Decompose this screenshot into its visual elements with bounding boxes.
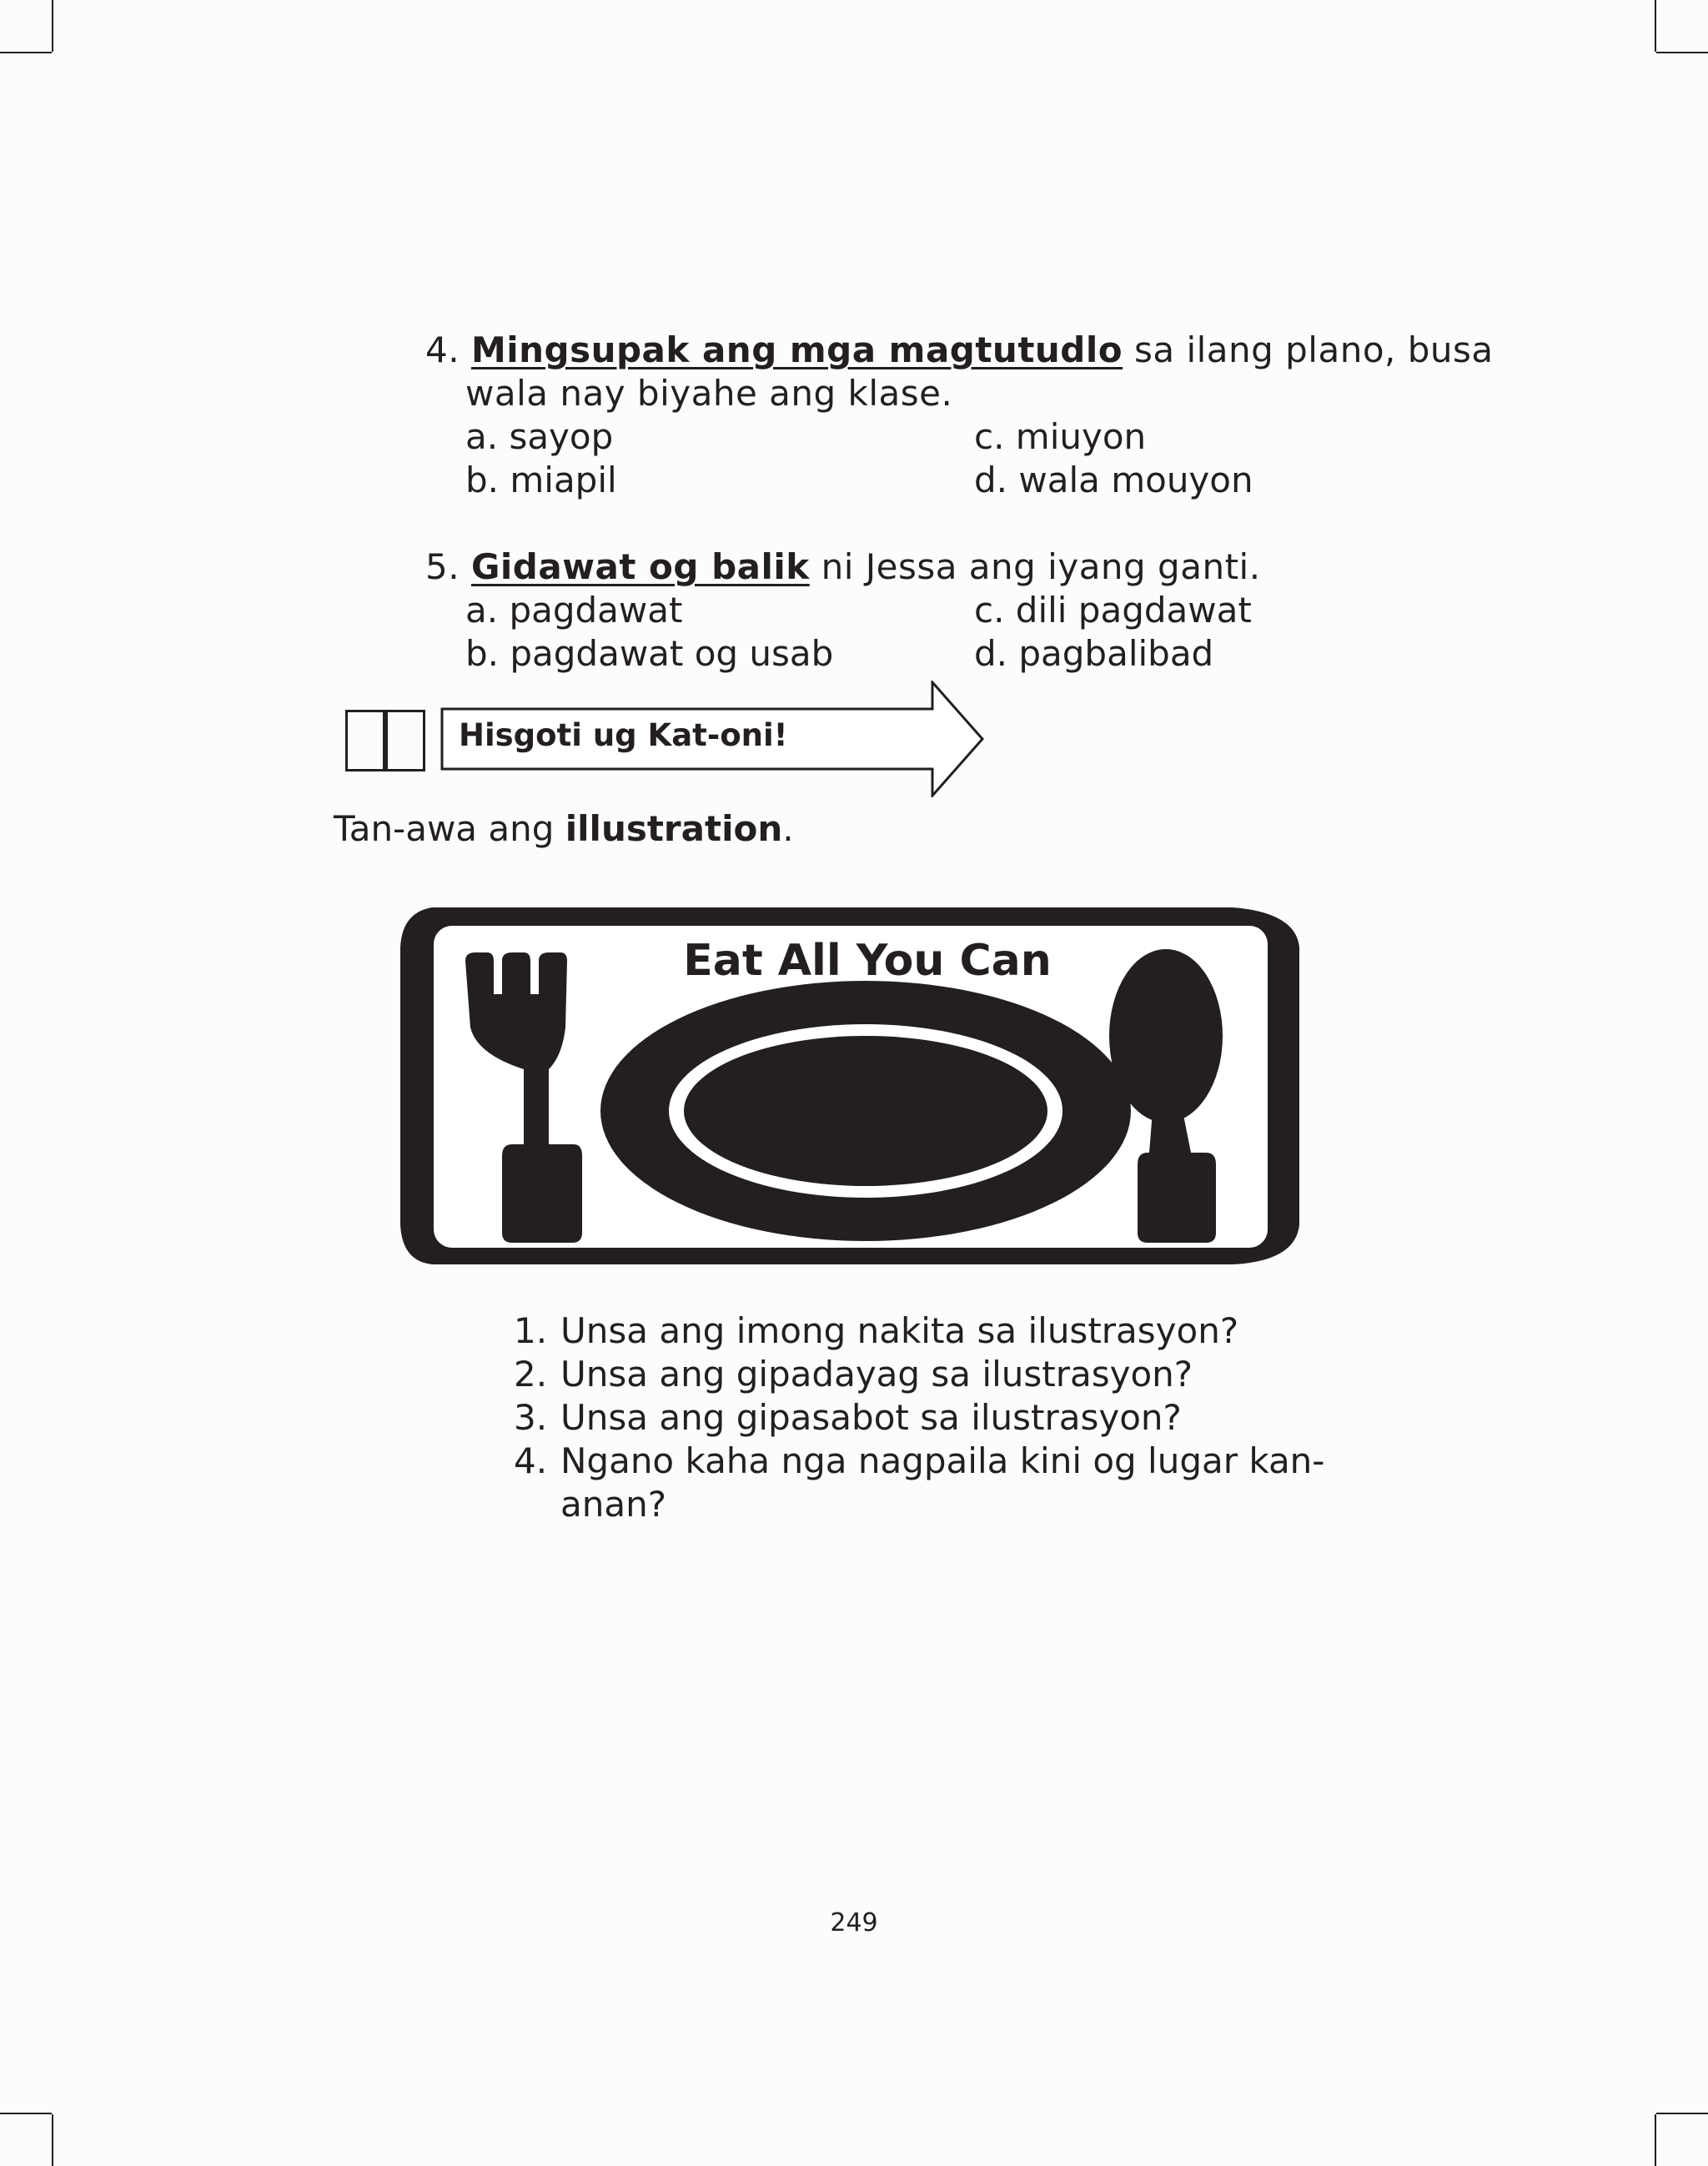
list-text: Unsa ang gipadayag sa ilustrasyon? [560, 1354, 1193, 1395]
option-b: b. miapil [465, 460, 617, 500]
option-d: d. pagbalibad [974, 633, 1214, 674]
section-title: Hisgoti ug Kat-oni! [459, 717, 788, 753]
list-item [514, 1440, 1364, 1526]
question-highlight: Gidawat og balik [470, 546, 810, 587]
list-item [514, 1396, 1364, 1440]
option-d: d. wala mouyon [974, 460, 1253, 500]
option-a: a. pagdawat [465, 590, 683, 631]
crop-mark [1655, 0, 1656, 52]
list-item [514, 1353, 1364, 1396]
list-text: Unsa ang imong nakita sa ilustrasyon? [560, 1310, 1239, 1351]
discussion-question-list [514, 1309, 1364, 1526]
list-text: Ngano kaha nga nagpaila kini og lugar kan-anan? [560, 1440, 1325, 1525]
question-highlight: Mingsupak ang mga magtutudlo [470, 329, 1123, 370]
crop-mark [1656, 52, 1708, 53]
question-text: sa ilang plano, busa [1123, 329, 1494, 370]
instruction-text: Tan-awa ang [334, 808, 565, 849]
question-4 [425, 329, 1494, 372]
list-number: 4. [514, 1440, 548, 1481]
list-text: Unsa ang gipasabot sa ilustrasyon? [560, 1397, 1182, 1438]
option-c: c. dili pagdawat [974, 590, 1252, 631]
list-item [514, 1309, 1364, 1353]
section-box-icon [345, 710, 385, 771]
instruction-keyword: illustration [565, 808, 783, 849]
instruction-punct: . [782, 808, 794, 849]
crop-mark [1655, 2114, 1656, 2166]
list-number: 3. [514, 1397, 548, 1438]
crop-mark [0, 52, 52, 53]
illustration-title: Eat All You Can [683, 936, 1052, 986]
instruction [334, 807, 794, 851]
question-number: 5. [425, 546, 460, 587]
plate-icon [600, 981, 1131, 1241]
question-5 [425, 545, 1261, 589]
page-number: 249 [830, 1908, 878, 1937]
section-box-icon [385, 710, 425, 771]
option-a: a. sayop [465, 416, 614, 457]
crop-mark [52, 2114, 53, 2166]
question-4-line2: wala nay biyahe ang klase. [465, 373, 953, 414]
crop-mark [0, 2113, 52, 2114]
option-c: c. miuyon [974, 416, 1147, 457]
question-number: 4. [425, 329, 460, 370]
list-number: 1. [514, 1310, 548, 1351]
crop-mark [52, 0, 53, 52]
list-number: 2. [514, 1354, 548, 1395]
option-b: b. pagdawat og usab [465, 633, 834, 674]
question-text: ni Jessa ang iyang ganti. [809, 546, 1261, 587]
crop-mark [1656, 2113, 1708, 2114]
